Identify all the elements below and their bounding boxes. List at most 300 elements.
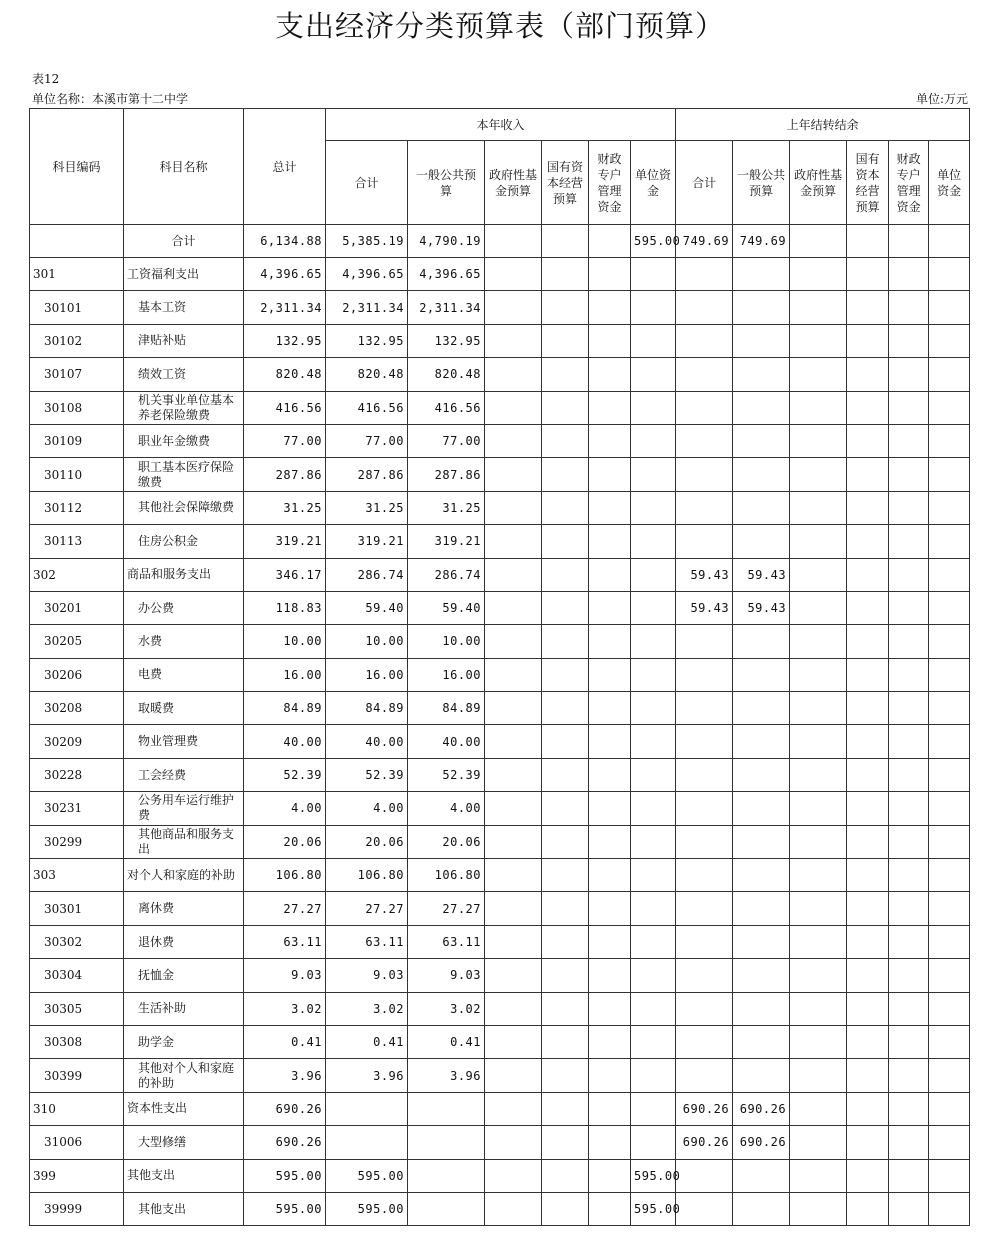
- table-row: [30, 859, 970, 892]
- cell-cur-state: [542, 324, 589, 357]
- row-name: 资本性支出: [124, 1092, 244, 1125]
- row-name: 抚恤金: [124, 959, 244, 992]
- cell-carry-state: [847, 859, 889, 892]
- cell-cur-gen: 27.27: [408, 892, 485, 925]
- cell-carry-fund: [790, 992, 847, 1025]
- cell-carry-fund: [790, 1159, 847, 1192]
- table-row: [30, 424, 970, 457]
- cell-cur-unit: [631, 558, 676, 591]
- cell-carry-state: [847, 324, 889, 357]
- row-name: 合计: [124, 225, 244, 258]
- cell-cur-gen: 820.48: [408, 358, 485, 391]
- cell-cur-gen: 132.95: [408, 324, 485, 357]
- cell-carry-gen: 690.26: [733, 1126, 790, 1159]
- cell-cur-special: [589, 391, 631, 424]
- cell-total: 2,311.34: [244, 291, 326, 324]
- cell-cur-special: [589, 959, 631, 992]
- row-code: 30209: [30, 725, 124, 758]
- cell-carry-unit: [929, 658, 970, 691]
- row-name: 取暖费: [124, 692, 244, 725]
- cell-carry-special: [889, 925, 929, 958]
- cell-cur-fund: [485, 758, 542, 791]
- row-code: 30201: [30, 591, 124, 624]
- header-carry-state-capital: 国有资本经营预算: [847, 141, 889, 225]
- cell-cur-unit: [631, 725, 676, 758]
- table-row: [30, 625, 970, 658]
- cell-cur-fund: [485, 892, 542, 925]
- cell-carry-special: [889, 1059, 929, 1092]
- row-name: 绩效工资: [124, 358, 244, 391]
- cell-cur-fund: [485, 1025, 542, 1058]
- row-code: 30208: [30, 692, 124, 725]
- cell-carry-gen: 59.43: [733, 558, 790, 591]
- cell-carry-sum: [676, 859, 733, 892]
- row-code: [30, 225, 124, 258]
- table-row: [30, 1059, 970, 1092]
- table-row: [30, 1092, 970, 1125]
- cell-cur-gen: [408, 1126, 485, 1159]
- cell-cur-state: [542, 892, 589, 925]
- cell-carry-fund: [790, 825, 847, 858]
- header-current-year: 本年收入: [326, 109, 676, 141]
- cell-cur-gen: [408, 1192, 485, 1225]
- table-row: [30, 658, 970, 691]
- cell-carry-fund: [790, 291, 847, 324]
- cell-carry-special: [889, 458, 929, 491]
- cell-cur-sum: 4,396.65: [326, 258, 408, 291]
- cell-carry-unit: [929, 1159, 970, 1192]
- cell-cur-unit: [631, 625, 676, 658]
- cell-total: 595.00: [244, 1159, 326, 1192]
- cell-cur-special: [589, 792, 631, 825]
- cell-cur-state: [542, 692, 589, 725]
- cell-cur-gen: 63.11: [408, 925, 485, 958]
- cell-carry-unit: [929, 225, 970, 258]
- cell-cur-state: [542, 1092, 589, 1125]
- cell-cur-fund: [485, 358, 542, 391]
- table-row: [30, 258, 970, 291]
- cell-cur-special: [589, 525, 631, 558]
- cell-cur-special: [589, 1092, 631, 1125]
- cell-cur-special: [589, 291, 631, 324]
- cell-cur-sum: 84.89: [326, 692, 408, 725]
- cell-cur-gen: 10.00: [408, 625, 485, 658]
- row-name: 工会经费: [124, 758, 244, 791]
- cell-cur-unit: [631, 324, 676, 357]
- cell-carry-gen: [733, 491, 790, 524]
- cell-cur-fund: [485, 525, 542, 558]
- cell-cur-state: [542, 1025, 589, 1058]
- header-cur-fund: 政府性基金预算: [485, 141, 542, 225]
- table-row: [30, 959, 970, 992]
- cell-total: 319.21: [244, 525, 326, 558]
- row-code: 30305: [30, 992, 124, 1025]
- cell-cur-state: [542, 225, 589, 258]
- cell-carry-special: [889, 225, 929, 258]
- cell-carry-special: [889, 825, 929, 858]
- cell-cur-sum: 3.02: [326, 992, 408, 1025]
- cell-cur-unit: [631, 992, 676, 1025]
- cell-cur-gen: 3.02: [408, 992, 485, 1025]
- cell-total: 31.25: [244, 491, 326, 524]
- row-code: 39999: [30, 1192, 124, 1225]
- cell-cur-fund: [485, 225, 542, 258]
- cell-carry-special: [889, 391, 929, 424]
- row-code: 30109: [30, 424, 124, 457]
- row-code: 30299: [30, 825, 124, 858]
- cell-cur-special: [589, 225, 631, 258]
- cell-cur-unit: [631, 925, 676, 958]
- cell-carry-sum: [676, 959, 733, 992]
- cell-carry-unit: [929, 1126, 970, 1159]
- cell-carry-state: [847, 825, 889, 858]
- table-row: [30, 792, 970, 825]
- cell-carry-special: [889, 959, 929, 992]
- cell-cur-unit: 595.00: [631, 225, 676, 258]
- cell-carry-sum: [676, 291, 733, 324]
- cell-cur-fund: [485, 1192, 542, 1225]
- cell-cur-gen: 31.25: [408, 491, 485, 524]
- cell-carry-gen: [733, 725, 790, 758]
- row-name: 职业年金缴费: [124, 424, 244, 457]
- cell-cur-state: [542, 491, 589, 524]
- cell-carry-fund: [790, 859, 847, 892]
- row-name: 生活补助: [124, 992, 244, 1025]
- cell-carry-state: [847, 692, 889, 725]
- cell-carry-state: [847, 758, 889, 791]
- table-row: [30, 291, 970, 324]
- cell-carry-sum: 59.43: [676, 591, 733, 624]
- row-name: 其他社会保障缴费: [124, 491, 244, 524]
- cell-carry-unit: [929, 792, 970, 825]
- cell-carry-fund: [790, 792, 847, 825]
- cell-cur-fund: [485, 625, 542, 658]
- budget-table: [29, 108, 970, 1226]
- cell-carry-special: [889, 792, 929, 825]
- row-name: 其他商品和服务支出: [124, 825, 244, 858]
- cell-carry-sum: [676, 1159, 733, 1192]
- cell-cur-state: [542, 424, 589, 457]
- cell-cur-gen: 287.86: [408, 458, 485, 491]
- cell-carry-state: [847, 591, 889, 624]
- cell-carry-gen: [733, 458, 790, 491]
- cell-cur-special: [589, 324, 631, 357]
- row-name: 津贴补贴: [124, 324, 244, 357]
- row-name: 退休费: [124, 925, 244, 958]
- cell-cur-state: [542, 725, 589, 758]
- cell-carry-sum: [676, 658, 733, 691]
- cell-cur-special: [589, 1059, 631, 1092]
- table-row: [30, 1159, 970, 1192]
- page-title: 支出经济分类预算表（部门预算）: [274, 9, 725, 43]
- cell-carry-state: [847, 424, 889, 457]
- cell-total: 9.03: [244, 959, 326, 992]
- cell-cur-special: [589, 625, 631, 658]
- cell-cur-fund: [485, 458, 542, 491]
- table-row: [30, 591, 970, 624]
- cell-cur-unit: [631, 1126, 676, 1159]
- cell-cur-unit: [631, 291, 676, 324]
- row-name: 其他对个人和家庭的补助: [124, 1059, 244, 1092]
- cell-carry-unit: [929, 925, 970, 958]
- cell-cur-sum: [326, 1126, 408, 1159]
- cell-carry-sum: 749.69: [676, 225, 733, 258]
- cell-carry-sum: [676, 1059, 733, 1092]
- cell-cur-state: [542, 591, 589, 624]
- cell-cur-unit: [631, 1025, 676, 1058]
- cell-carry-sum: [676, 391, 733, 424]
- cell-carry-gen: [733, 658, 790, 691]
- cell-carry-state: [847, 225, 889, 258]
- cell-carry-unit: [929, 892, 970, 925]
- cell-carry-gen: [733, 258, 790, 291]
- cell-carry-special: [889, 258, 929, 291]
- cell-carry-sum: [676, 258, 733, 291]
- table-number: 表12: [32, 72, 60, 86]
- cell-carry-sum: 690.26: [676, 1092, 733, 1125]
- table-row: [30, 1126, 970, 1159]
- cell-carry-gen: [733, 925, 790, 958]
- cell-cur-state: [542, 558, 589, 591]
- cell-cur-unit: [631, 892, 676, 925]
- cell-cur-sum: 2,311.34: [326, 291, 408, 324]
- row-code: 30113: [30, 525, 124, 558]
- cell-carry-sum: [676, 424, 733, 457]
- cell-carry-special: [889, 1126, 929, 1159]
- cell-cur-sum: 20.06: [326, 825, 408, 858]
- cell-carry-gen: [733, 792, 790, 825]
- cell-carry-state: [847, 992, 889, 1025]
- cell-carry-gen: [733, 1025, 790, 1058]
- cell-carry-gen: [733, 324, 790, 357]
- cell-total: 690.26: [244, 1126, 326, 1159]
- cell-cur-unit: [631, 424, 676, 457]
- cell-carry-gen: [733, 625, 790, 658]
- cell-cur-gen: 16.00: [408, 658, 485, 691]
- cell-cur-sum: 5,385.19: [326, 225, 408, 258]
- cell-cur-special: [589, 925, 631, 958]
- row-code: 302: [30, 558, 124, 591]
- cell-carry-fund: [790, 959, 847, 992]
- row-code: 30308: [30, 1025, 124, 1058]
- cell-cur-fund: [485, 959, 542, 992]
- cell-cur-gen: 3.96: [408, 1059, 485, 1092]
- cell-carry-sum: [676, 825, 733, 858]
- cell-cur-special: [589, 658, 631, 691]
- currency-unit: 单位:万元: [915, 92, 968, 106]
- cell-cur-sum: 77.00: [326, 424, 408, 457]
- cell-carry-sum: [676, 1192, 733, 1225]
- table-row: [30, 1025, 970, 1058]
- cell-cur-state: [542, 358, 589, 391]
- cell-cur-fund: [485, 1059, 542, 1092]
- cell-cur-special: [589, 258, 631, 291]
- cell-carry-state: [847, 725, 889, 758]
- cell-carry-state: [847, 1159, 889, 1192]
- cell-carry-fund: [790, 725, 847, 758]
- cell-cur-gen: 84.89: [408, 692, 485, 725]
- cell-carry-fund: [790, 1059, 847, 1092]
- cell-cur-fund: [485, 725, 542, 758]
- cell-carry-sum: [676, 324, 733, 357]
- cell-carry-special: [889, 725, 929, 758]
- row-code: 30228: [30, 758, 124, 791]
- cell-cur-state: [542, 758, 589, 791]
- cell-carry-special: [889, 324, 929, 357]
- cell-carry-sum: [676, 358, 733, 391]
- cell-carry-special: [889, 1159, 929, 1192]
- cell-cur-unit: [631, 525, 676, 558]
- cell-total: 52.39: [244, 758, 326, 791]
- header-total: 总计: [244, 109, 326, 225]
- row-name: 其他支出: [124, 1159, 244, 1192]
- cell-total: 4,396.65: [244, 258, 326, 291]
- cell-cur-gen: 0.41: [408, 1025, 485, 1058]
- cell-carry-state: [847, 491, 889, 524]
- cell-carry-special: [889, 1092, 929, 1125]
- cell-cur-sum: 16.00: [326, 658, 408, 691]
- cell-cur-sum: 59.40: [326, 591, 408, 624]
- cell-cur-state: [542, 291, 589, 324]
- cell-cur-sum: 595.00: [326, 1159, 408, 1192]
- row-name: 住房公积金: [124, 525, 244, 558]
- row-code: 30107: [30, 358, 124, 391]
- cell-cur-fund: [485, 491, 542, 524]
- cell-cur-gen: 319.21: [408, 525, 485, 558]
- cell-cur-fund: [485, 992, 542, 1025]
- cell-carry-sum: [676, 758, 733, 791]
- row-code: 30302: [30, 925, 124, 958]
- cell-cur-sum: 595.00: [326, 1192, 408, 1225]
- cell-cur-gen: 286.74: [408, 558, 485, 591]
- cell-carry-special: [889, 558, 929, 591]
- cell-carry-state: [847, 1092, 889, 1125]
- cell-cur-sum: 132.95: [326, 324, 408, 357]
- cell-carry-state: [847, 558, 889, 591]
- cell-cur-unit: [631, 859, 676, 892]
- cell-cur-unit: [631, 758, 676, 791]
- cell-carry-unit: [929, 458, 970, 491]
- cell-cur-unit: [631, 591, 676, 624]
- cell-total: 27.27: [244, 892, 326, 925]
- cell-carry-special: [889, 859, 929, 892]
- cell-carry-gen: [733, 525, 790, 558]
- cell-cur-fund: [485, 1126, 542, 1159]
- cell-carry-gen: [733, 1159, 790, 1192]
- cell-total: 0.41: [244, 1025, 326, 1058]
- cell-cur-special: [589, 1025, 631, 1058]
- cell-cur-state: [542, 959, 589, 992]
- cell-cur-state: [542, 458, 589, 491]
- cell-carry-gen: [733, 859, 790, 892]
- cell-cur-gen: 106.80: [408, 859, 485, 892]
- cell-carry-state: [847, 1192, 889, 1225]
- cell-cur-sum: 9.03: [326, 959, 408, 992]
- cell-total: 820.48: [244, 358, 326, 391]
- cell-carry-special: [889, 491, 929, 524]
- cell-carry-fund: [790, 591, 847, 624]
- cell-carry-state: [847, 658, 889, 691]
- row-name: 水费: [124, 625, 244, 658]
- cell-carry-unit: [929, 1025, 970, 1058]
- row-code: 31006: [30, 1126, 124, 1159]
- cell-cur-special: [589, 1192, 631, 1225]
- cell-cur-gen: 40.00: [408, 725, 485, 758]
- cell-carry-fund: [790, 892, 847, 925]
- cell-carry-sum: [676, 792, 733, 825]
- cell-carry-unit: [929, 758, 970, 791]
- cell-carry-special: [889, 424, 929, 457]
- cell-cur-unit: [631, 358, 676, 391]
- cell-cur-gen: 416.56: [408, 391, 485, 424]
- cell-cur-unit: [631, 1059, 676, 1092]
- cell-total: 63.11: [244, 925, 326, 958]
- cell-cur-fund: [485, 792, 542, 825]
- cell-carry-gen: [733, 391, 790, 424]
- table-row: [30, 892, 970, 925]
- row-name: 机关事业单位基本养老保险缴费: [124, 391, 244, 424]
- cell-cur-special: [589, 558, 631, 591]
- cell-carry-unit: [929, 391, 970, 424]
- cell-carry-state: [847, 892, 889, 925]
- cell-carry-gen: [733, 758, 790, 791]
- cell-cur-sum: 416.56: [326, 391, 408, 424]
- cell-carry-gen: [733, 1059, 790, 1092]
- cell-cur-sum: 319.21: [326, 525, 408, 558]
- cell-carry-unit: [929, 591, 970, 624]
- cell-cur-special: [589, 358, 631, 391]
- cell-cur-state: [542, 1192, 589, 1225]
- cell-cur-gen: 59.40: [408, 591, 485, 624]
- table-row: [30, 525, 970, 558]
- cell-cur-sum: 63.11: [326, 925, 408, 958]
- cell-cur-state: [542, 658, 589, 691]
- cell-carry-fund: [790, 758, 847, 791]
- cell-total: 16.00: [244, 658, 326, 691]
- cell-carry-fund: [790, 1192, 847, 1225]
- cell-cur-special: [589, 825, 631, 858]
- header-cur-general: 一般公共预算: [408, 141, 485, 225]
- cell-cur-special: [589, 692, 631, 725]
- cell-carry-unit: [929, 491, 970, 524]
- cell-carry-sum: 59.43: [676, 558, 733, 591]
- cell-cur-unit: [631, 458, 676, 491]
- cell-cur-fund: [485, 424, 542, 457]
- cell-carry-fund: [790, 391, 847, 424]
- row-code: 30304: [30, 959, 124, 992]
- cell-cur-special: [589, 758, 631, 791]
- cell-cur-state: [542, 258, 589, 291]
- row-code: 30206: [30, 658, 124, 691]
- table-row: [30, 992, 970, 1025]
- cell-carry-unit: [929, 992, 970, 1025]
- cell-cur-state: [542, 792, 589, 825]
- cell-carry-sum: [676, 625, 733, 658]
- cell-cur-sum: [326, 1092, 408, 1125]
- table-row: [30, 1192, 970, 1225]
- row-code: 310: [30, 1092, 124, 1125]
- cell-carry-fund: [790, 658, 847, 691]
- row-name: 对个人和家庭的补助: [124, 859, 244, 892]
- cell-cur-fund: [485, 859, 542, 892]
- cell-total: 595.00: [244, 1192, 326, 1225]
- cell-cur-special: [589, 458, 631, 491]
- header-name: 科目名称: [124, 109, 244, 225]
- cell-carry-state: [847, 391, 889, 424]
- cell-cur-special: [589, 1126, 631, 1159]
- row-code: 30112: [30, 491, 124, 524]
- cell-cur-state: [542, 625, 589, 658]
